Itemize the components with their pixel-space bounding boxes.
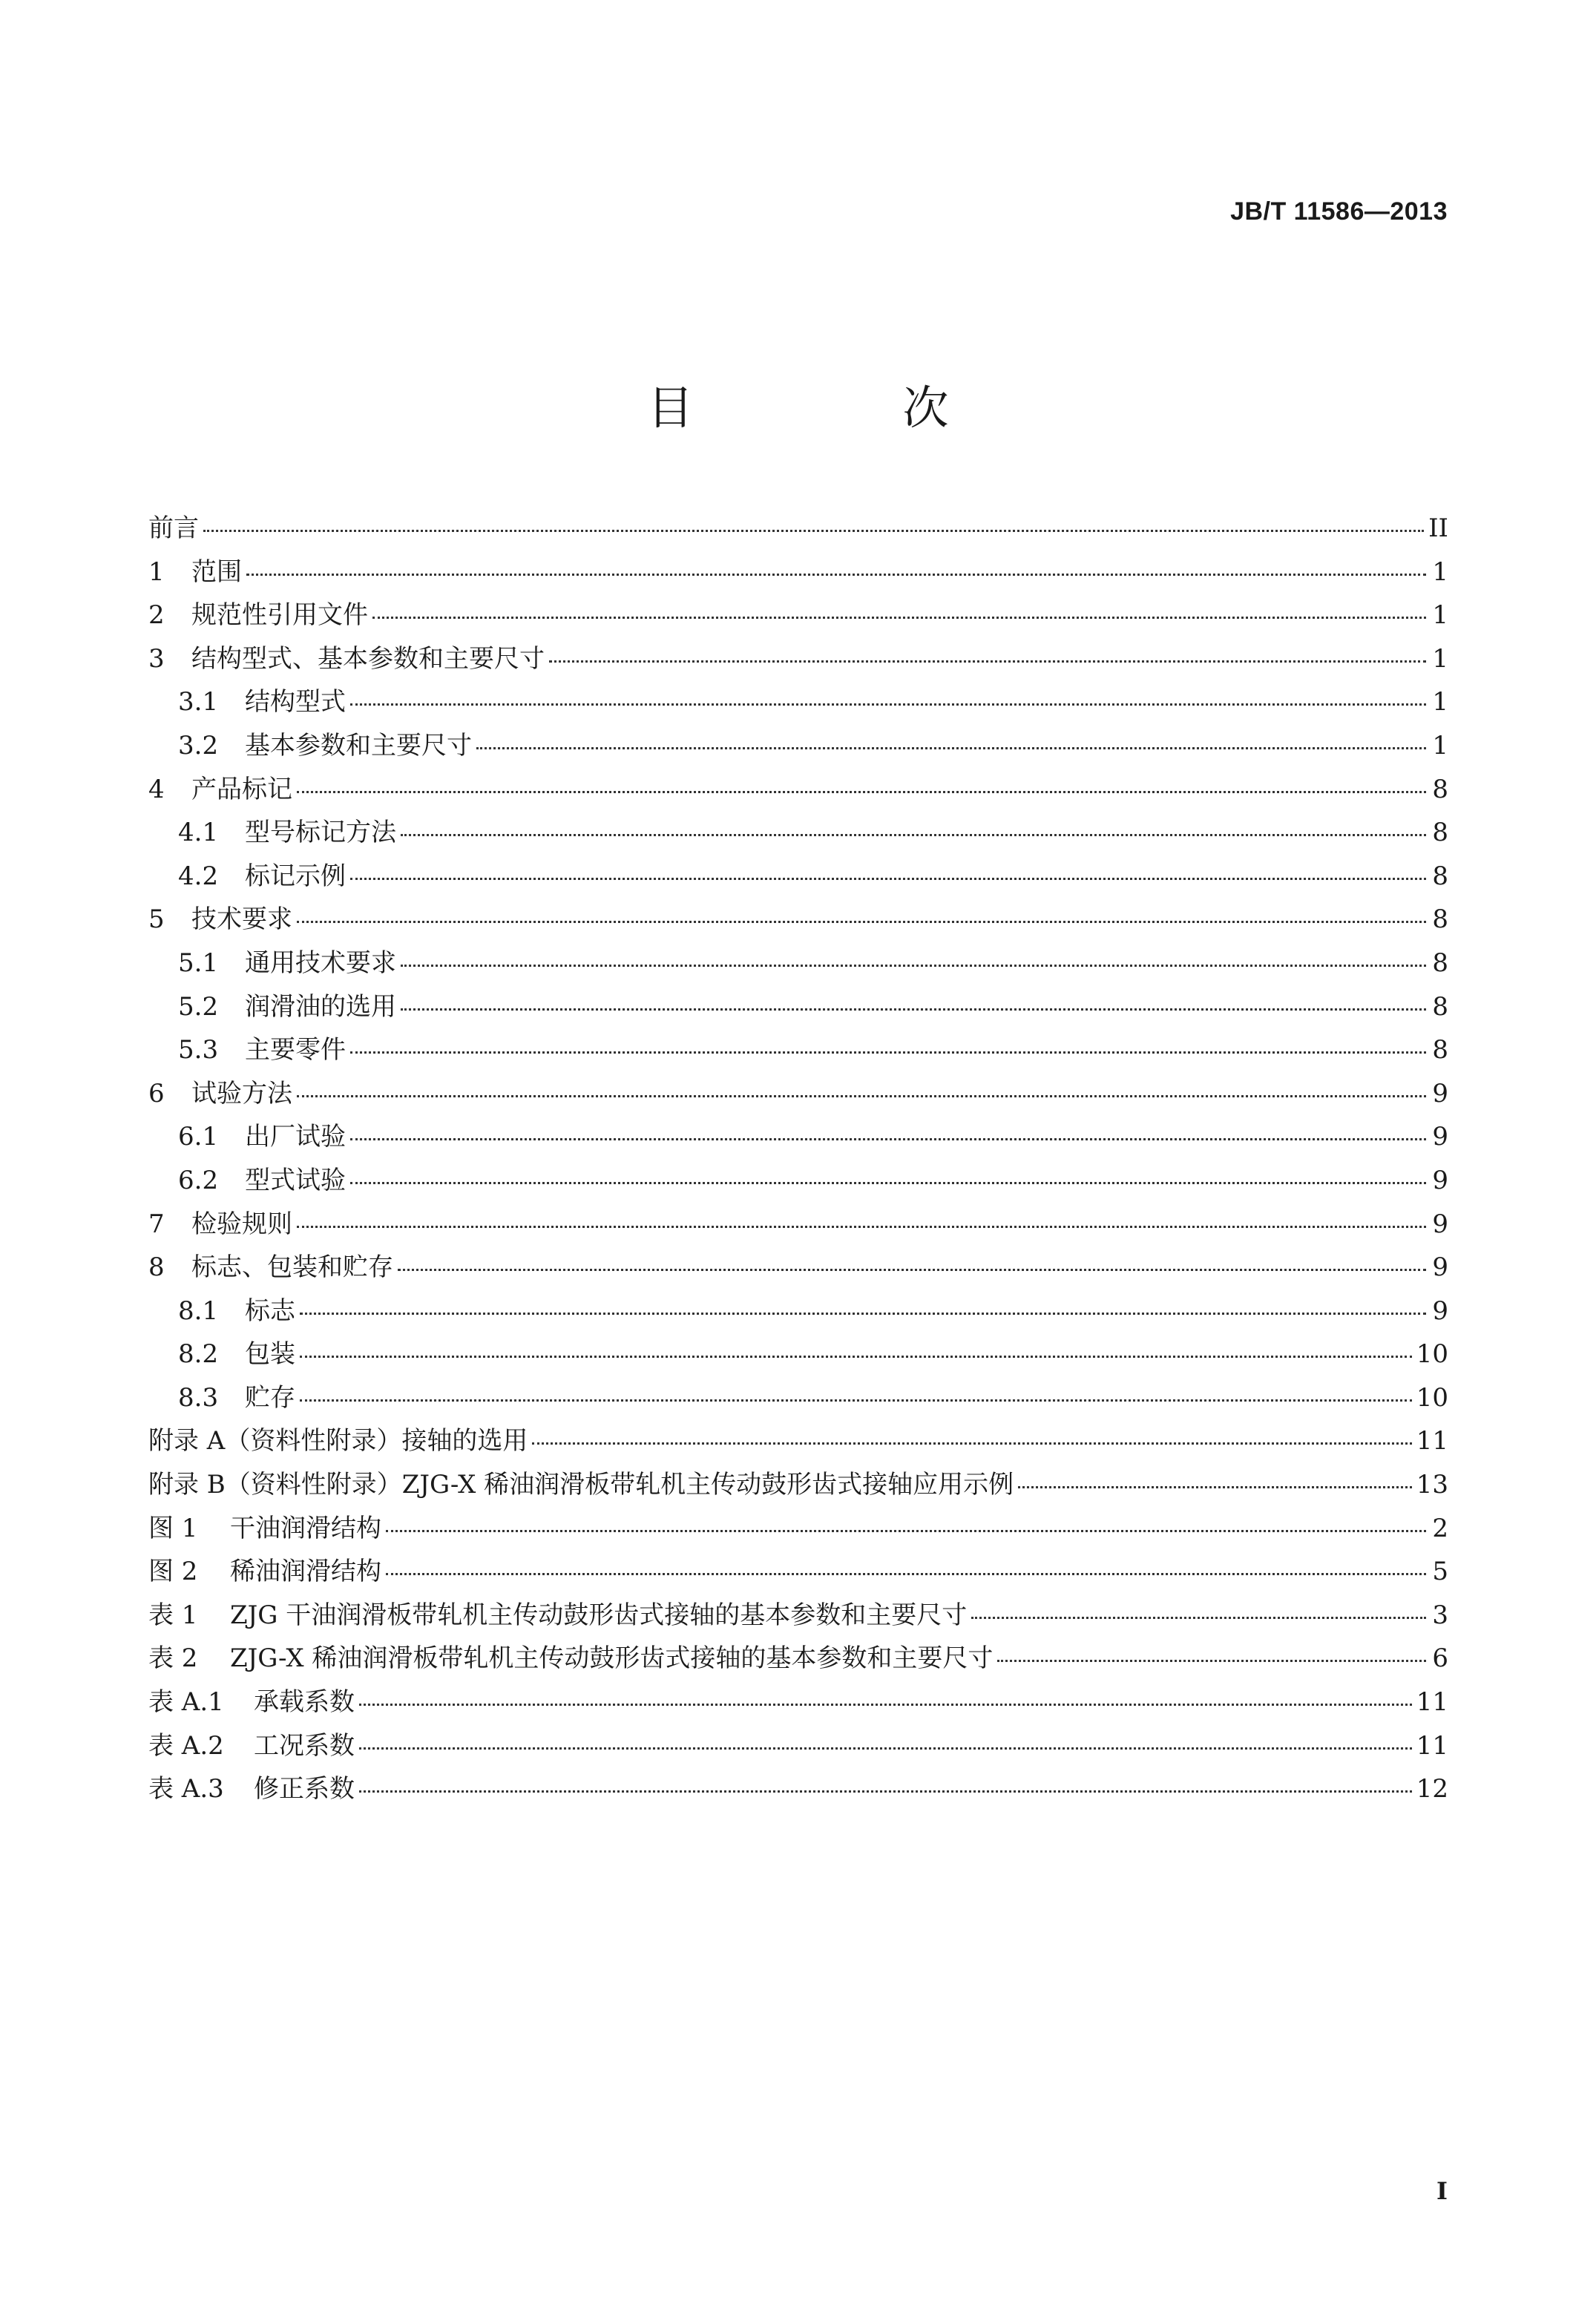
dot-leader bbox=[386, 1573, 1426, 1575]
toc-entry-number: 4 bbox=[148, 774, 165, 804]
toc-entry-page: 9 bbox=[1432, 1122, 1448, 1152]
toc-entry-label: 标志、包装和贮存 bbox=[191, 1252, 393, 1283]
toc-entry-page: 8 bbox=[1432, 904, 1448, 935]
page-title: 目 次 bbox=[647, 381, 1031, 435]
toc-entry-label: 承载系数 bbox=[254, 1687, 355, 1718]
page-number: I bbox=[1436, 2177, 1448, 2205]
toc-entry[interactable] bbox=[148, 1290, 1448, 1334]
toc-entry-label: 型式试验 bbox=[245, 1165, 346, 1195]
toc-entry-number: 8.2 bbox=[178, 1339, 219, 1370]
toc-entry[interactable] bbox=[148, 725, 1448, 769]
toc-entry-number: 表 2 bbox=[148, 1643, 198, 1674]
dot-leader bbox=[997, 1660, 1426, 1662]
dot-leader bbox=[203, 530, 1424, 532]
dot-leader bbox=[476, 747, 1426, 749]
toc-entry-number: 5.1 bbox=[178, 947, 219, 978]
dot-leader bbox=[300, 1399, 1412, 1402]
toc-entry-label: 规范性引用文件 bbox=[191, 600, 368, 631]
toc-entry-label: 贮存 bbox=[245, 1382, 295, 1413]
toc-entry[interactable] bbox=[148, 899, 1448, 942]
toc-entry-page: 11 bbox=[1416, 1687, 1448, 1718]
toc-entry[interactable] bbox=[148, 1681, 1448, 1725]
dot-leader bbox=[297, 921, 1426, 923]
toc-entry-page: 8 bbox=[1432, 991, 1448, 1022]
dot-leader bbox=[401, 1008, 1426, 1011]
dot-leader bbox=[350, 1138, 1426, 1140]
dot-leader bbox=[297, 791, 1426, 793]
dot-leader bbox=[1018, 1486, 1412, 1488]
dot-leader bbox=[350, 703, 1426, 706]
dot-leader bbox=[386, 1530, 1426, 1532]
toc-entry-number: 表 1 bbox=[148, 1600, 198, 1630]
toc-entry-number: 表 A.3 bbox=[148, 1774, 224, 1804]
toc-entry-number: 表 A.1 bbox=[148, 1687, 224, 1718]
toc-entry[interactable] bbox=[148, 508, 1448, 551]
dot-leader bbox=[350, 878, 1426, 880]
toc-entry[interactable] bbox=[148, 551, 1448, 595]
toc-entry-number: 8.1 bbox=[178, 1295, 219, 1326]
toc-entry-label: 检验规则 bbox=[191, 1209, 292, 1239]
toc-entry-page: 3 bbox=[1432, 1600, 1448, 1630]
toc-entry-label: 基本参数和主要尺寸 bbox=[245, 730, 472, 761]
toc-entry-number: 6.1 bbox=[178, 1122, 219, 1152]
toc-entry-label: 工况系数 bbox=[254, 1730, 355, 1761]
dot-leader bbox=[401, 965, 1426, 967]
toc-entry-label: 结构型式、基本参数和主要尺寸 bbox=[191, 643, 545, 674]
toc-entry-page: 11 bbox=[1416, 1730, 1448, 1761]
dot-leader bbox=[359, 1790, 1412, 1793]
dot-leader bbox=[549, 660, 1426, 663]
toc-entry-number: 5 bbox=[148, 904, 165, 935]
dot-leader bbox=[300, 1313, 1426, 1315]
toc-entry-page: 2 bbox=[1432, 1513, 1448, 1543]
toc-entry-label: 附录 A（资料性附录）接轴的选用 bbox=[148, 1426, 528, 1456]
toc-entry-number: 图 1 bbox=[148, 1513, 198, 1543]
toc-entry-label: 干油润滑结构 bbox=[230, 1513, 381, 1543]
toc-entry[interactable] bbox=[148, 1333, 1448, 1377]
toc-entry[interactable] bbox=[148, 1638, 1448, 1681]
dot-leader bbox=[398, 1269, 1426, 1271]
dot-leader bbox=[246, 574, 1426, 576]
dot-leader bbox=[372, 617, 1426, 619]
toc-entry-page: 12 bbox=[1416, 1774, 1448, 1804]
toc-entry[interactable] bbox=[148, 638, 1448, 682]
toc-entry-page: 6 bbox=[1432, 1643, 1448, 1674]
toc-entry-label: 型号标记方法 bbox=[245, 818, 396, 848]
toc-entry-page: 10 bbox=[1416, 1382, 1448, 1413]
toc-entry-label: 稀油润滑结构 bbox=[230, 1557, 381, 1587]
toc-entry[interactable] bbox=[148, 1594, 1448, 1638]
table-of-contents bbox=[148, 508, 1448, 1812]
toc-entry[interactable] bbox=[148, 1203, 1448, 1247]
toc-entry-page: 8 bbox=[1432, 861, 1448, 891]
toc-entry-page: 8 bbox=[1432, 1035, 1448, 1065]
toc-entry-label: 包装 bbox=[245, 1339, 295, 1370]
toc-entry-label: ZJG 干油润滑板带轧机主传动鼓形齿式接轴的基本参数和主要尺寸 bbox=[230, 1600, 968, 1630]
toc-entry-page: 9 bbox=[1432, 1209, 1448, 1239]
toc-entry[interactable] bbox=[148, 1768, 1448, 1812]
toc-entry-number: 4.2 bbox=[178, 861, 219, 891]
dot-leader bbox=[350, 1182, 1426, 1184]
toc-entry-page: 13 bbox=[1416, 1470, 1448, 1500]
toc-entry-number: 表 A.2 bbox=[148, 1730, 224, 1761]
toc-entry[interactable] bbox=[148, 855, 1448, 899]
toc-entry-number: 3.1 bbox=[178, 687, 219, 717]
toc-entry-page: 9 bbox=[1432, 1295, 1448, 1326]
toc-entry-number: 2 bbox=[148, 600, 165, 631]
toc-entry-page: 8 bbox=[1432, 818, 1448, 848]
toc-entry-label: 结构型式 bbox=[245, 687, 346, 717]
toc-entry[interactable] bbox=[148, 1116, 1448, 1160]
toc-entry-page: 1 bbox=[1432, 687, 1448, 717]
standard-code: JB/T 11586—2013 bbox=[1230, 197, 1448, 226]
toc-entry-page: 9 bbox=[1432, 1078, 1448, 1108]
toc-entry-number: 6.2 bbox=[178, 1165, 219, 1195]
toc-entry-page: II bbox=[1428, 513, 1448, 543]
dot-leader bbox=[359, 1747, 1412, 1750]
toc-entry[interactable] bbox=[148, 594, 1448, 638]
toc-entry-page: 10 bbox=[1416, 1339, 1448, 1370]
dot-leader bbox=[359, 1704, 1412, 1706]
toc-entry[interactable] bbox=[148, 1725, 1448, 1769]
toc-entry-number: 4.1 bbox=[178, 818, 219, 848]
toc-entry[interactable] bbox=[148, 1377, 1448, 1421]
toc-entry-number: 7 bbox=[148, 1209, 165, 1239]
toc-entry[interactable] bbox=[148, 812, 1448, 855]
toc-entry-number: 图 2 bbox=[148, 1557, 198, 1587]
toc-entry-page: 9 bbox=[1432, 1252, 1448, 1283]
dot-leader bbox=[971, 1617, 1426, 1619]
toc-entry[interactable] bbox=[148, 1160, 1448, 1203]
toc-entry-label: 修正系数 bbox=[254, 1774, 355, 1804]
toc-entry[interactable] bbox=[148, 986, 1448, 1030]
toc-entry-page: 11 bbox=[1416, 1426, 1448, 1456]
toc-entry-number: 8.3 bbox=[178, 1382, 219, 1413]
toc-entry-label: 范围 bbox=[191, 556, 242, 587]
toc-entry[interactable] bbox=[148, 1420, 1448, 1464]
toc-entry-number: 5.3 bbox=[178, 1035, 219, 1065]
toc-entry-page: 1 bbox=[1432, 556, 1448, 587]
toc-entry-label: 通用技术要求 bbox=[245, 947, 396, 978]
toc-entry-number: 6 bbox=[148, 1078, 165, 1108]
toc-entry-number: 1 bbox=[148, 556, 165, 587]
toc-entry-label: 技术要求 bbox=[191, 904, 292, 935]
dot-leader bbox=[297, 1226, 1426, 1228]
toc-entry-label: 前言 bbox=[148, 513, 199, 543]
dot-leader bbox=[532, 1442, 1411, 1445]
toc-entry-number: 3 bbox=[148, 643, 165, 674]
toc-entry-label: 出厂试验 bbox=[245, 1122, 346, 1152]
toc-entry-page: 1 bbox=[1432, 600, 1448, 631]
toc-entry[interactable] bbox=[148, 681, 1448, 725]
toc-entry-number: 5.2 bbox=[178, 991, 219, 1022]
dot-leader bbox=[350, 1051, 1426, 1054]
toc-entry-page: 8 bbox=[1432, 774, 1448, 804]
toc-entry-label: 附录 B（资料性附录）ZJG-X 稀油润滑板带轧机主传动鼓形齿式接轴应用示例 bbox=[148, 1470, 1014, 1500]
toc-entry[interactable] bbox=[148, 1464, 1448, 1508]
toc-entry-label: 主要零件 bbox=[245, 1035, 346, 1065]
toc-entry-number: 8 bbox=[148, 1252, 165, 1283]
toc-entry[interactable] bbox=[148, 769, 1448, 812]
toc-entry-label: ZJG-X 稀油润滑板带轧机主传动鼓形齿式接轴的基本参数和主要尺寸 bbox=[230, 1643, 994, 1674]
toc-entry[interactable] bbox=[148, 1247, 1448, 1290]
toc-entry-page: 1 bbox=[1432, 730, 1448, 761]
toc-entry-page: 9 bbox=[1432, 1165, 1448, 1195]
toc-entry-page: 5 bbox=[1432, 1557, 1448, 1587]
toc-entry-label: 润滑油的选用 bbox=[245, 991, 396, 1022]
toc-entry-label: 标记示例 bbox=[245, 861, 346, 891]
dot-leader bbox=[300, 1356, 1412, 1358]
toc-entry-page: 8 bbox=[1432, 947, 1448, 978]
dot-leader bbox=[401, 834, 1426, 836]
toc-entry[interactable] bbox=[148, 1551, 1448, 1594]
toc-entry-label: 标志 bbox=[245, 1295, 295, 1326]
toc-entry[interactable] bbox=[148, 1508, 1448, 1551]
toc-entry[interactable] bbox=[148, 1073, 1448, 1117]
toc-entry-label: 产品标记 bbox=[191, 774, 292, 804]
dot-leader bbox=[297, 1095, 1426, 1097]
toc-entry-page: 1 bbox=[1432, 643, 1448, 674]
toc-entry[interactable] bbox=[148, 942, 1448, 986]
toc-entry-number: 3.2 bbox=[178, 730, 219, 761]
toc-entry[interactable] bbox=[148, 1029, 1448, 1073]
toc-entry-label: 试验方法 bbox=[191, 1078, 292, 1108]
